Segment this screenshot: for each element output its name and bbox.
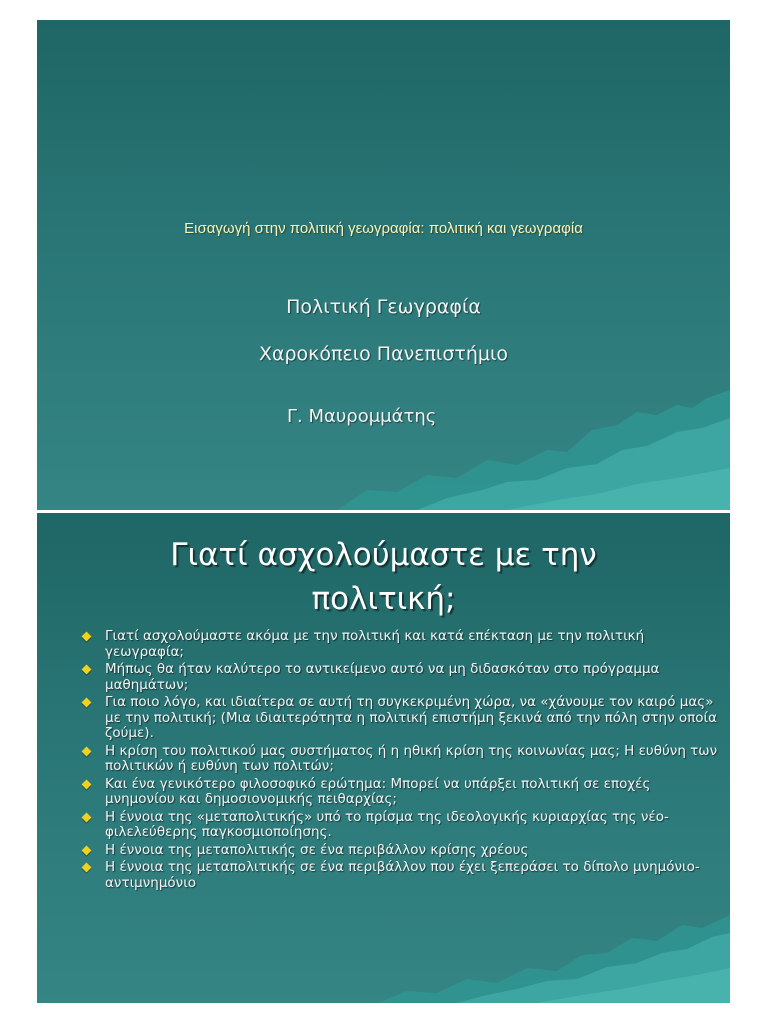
bullet-list xyxy=(79,629,719,893)
list-item-text: Και ένα γενικότερο φιλοσοφικό ερώτημα: Μπορεί να υπάρξει πολιτική σε εποχές μνημονίου και δημοσιονομικής πειθαρχίας; xyxy=(105,775,651,807)
university-name: Χαροκόπειο Πανεπιστήμιο xyxy=(258,343,509,365)
diamond-bullet-icon xyxy=(82,665,92,675)
author-name: Γ. Μαυρομμάτης xyxy=(287,406,437,427)
diamond-bullet-icon xyxy=(82,698,92,708)
title-slide xyxy=(37,20,730,510)
diamond-bullet-icon xyxy=(82,845,92,855)
diamond-bullet-icon xyxy=(82,812,92,822)
list-item-text: Γιατί ασχολούμαστε ακόμα με την πολιτική και κατά επέκταση με την πολιτική γεωγραφία; xyxy=(105,628,645,660)
content-slide xyxy=(37,513,730,1003)
slide-title-line-2: πολιτική; xyxy=(311,581,456,617)
list-item xyxy=(79,843,719,859)
diamond-bullet-icon xyxy=(82,746,92,756)
list-item xyxy=(79,662,719,693)
mountain-decoration xyxy=(37,20,730,510)
list-item xyxy=(79,860,719,891)
list-item-text: Η έννοια της «μεταπολιτικής» υπό το πρίσμα της ιδεολογικής κυριαρχίας της νέο-φιλελεύθερης παγκοσμιοποίησης. xyxy=(105,808,669,840)
course-name: Πολιτική Γεωγραφία xyxy=(286,296,481,318)
list-item xyxy=(79,629,719,660)
slide-title xyxy=(57,533,710,621)
diamond-bullet-icon xyxy=(82,863,92,873)
presentation-subtitle: Εισαγωγή στην πολιτική γεωγραφία: πολιτική και γεωγραφία xyxy=(184,220,583,237)
list-item-text: Για ποιο λόγο, και ιδιαίτερα σε αυτή τη συγκεκριμένη χώρα, να «χάνουμε τον καιρό μας» με την πολιτική; (Μια ιδιαιτερότητα η πολιτική επιστήμη ξεκινά από την πόλη στην οποία ζούμε). xyxy=(105,694,718,741)
list-item xyxy=(79,695,719,742)
list-item-text: Η έννοια της μεταπολιτικής σε ένα περιβάλλον που έχει ξεπεράσει το δίπολο μνημόνιο-αντιμνημόνιο xyxy=(105,859,700,891)
list-item xyxy=(79,810,719,841)
diamond-bullet-icon xyxy=(82,632,92,642)
diamond-bullet-icon xyxy=(82,779,92,789)
slide-title-line-1: Γιατί ασχολούμαστε με την xyxy=(170,537,597,573)
list-item-text: Η κρίση του πολιτικού μας συστήματος ή η ηθική κρίση της κοινωνίας μας; Η ευθύνη των πολιτικών ή ευθύνη των πολιτών; xyxy=(105,742,718,774)
list-item xyxy=(79,744,719,775)
list-item-text: Μήπως θα ήταν καλύτερο το αντικείμενο αυτό να μη διδασκόταν στο πρόγραμμα μαθημάτων; xyxy=(105,661,660,693)
list-item-text: Η έννοια της μεταπολιτικής σε ένα περιβάλλον κρίσης χρέους xyxy=(105,841,529,858)
list-item xyxy=(79,777,719,808)
